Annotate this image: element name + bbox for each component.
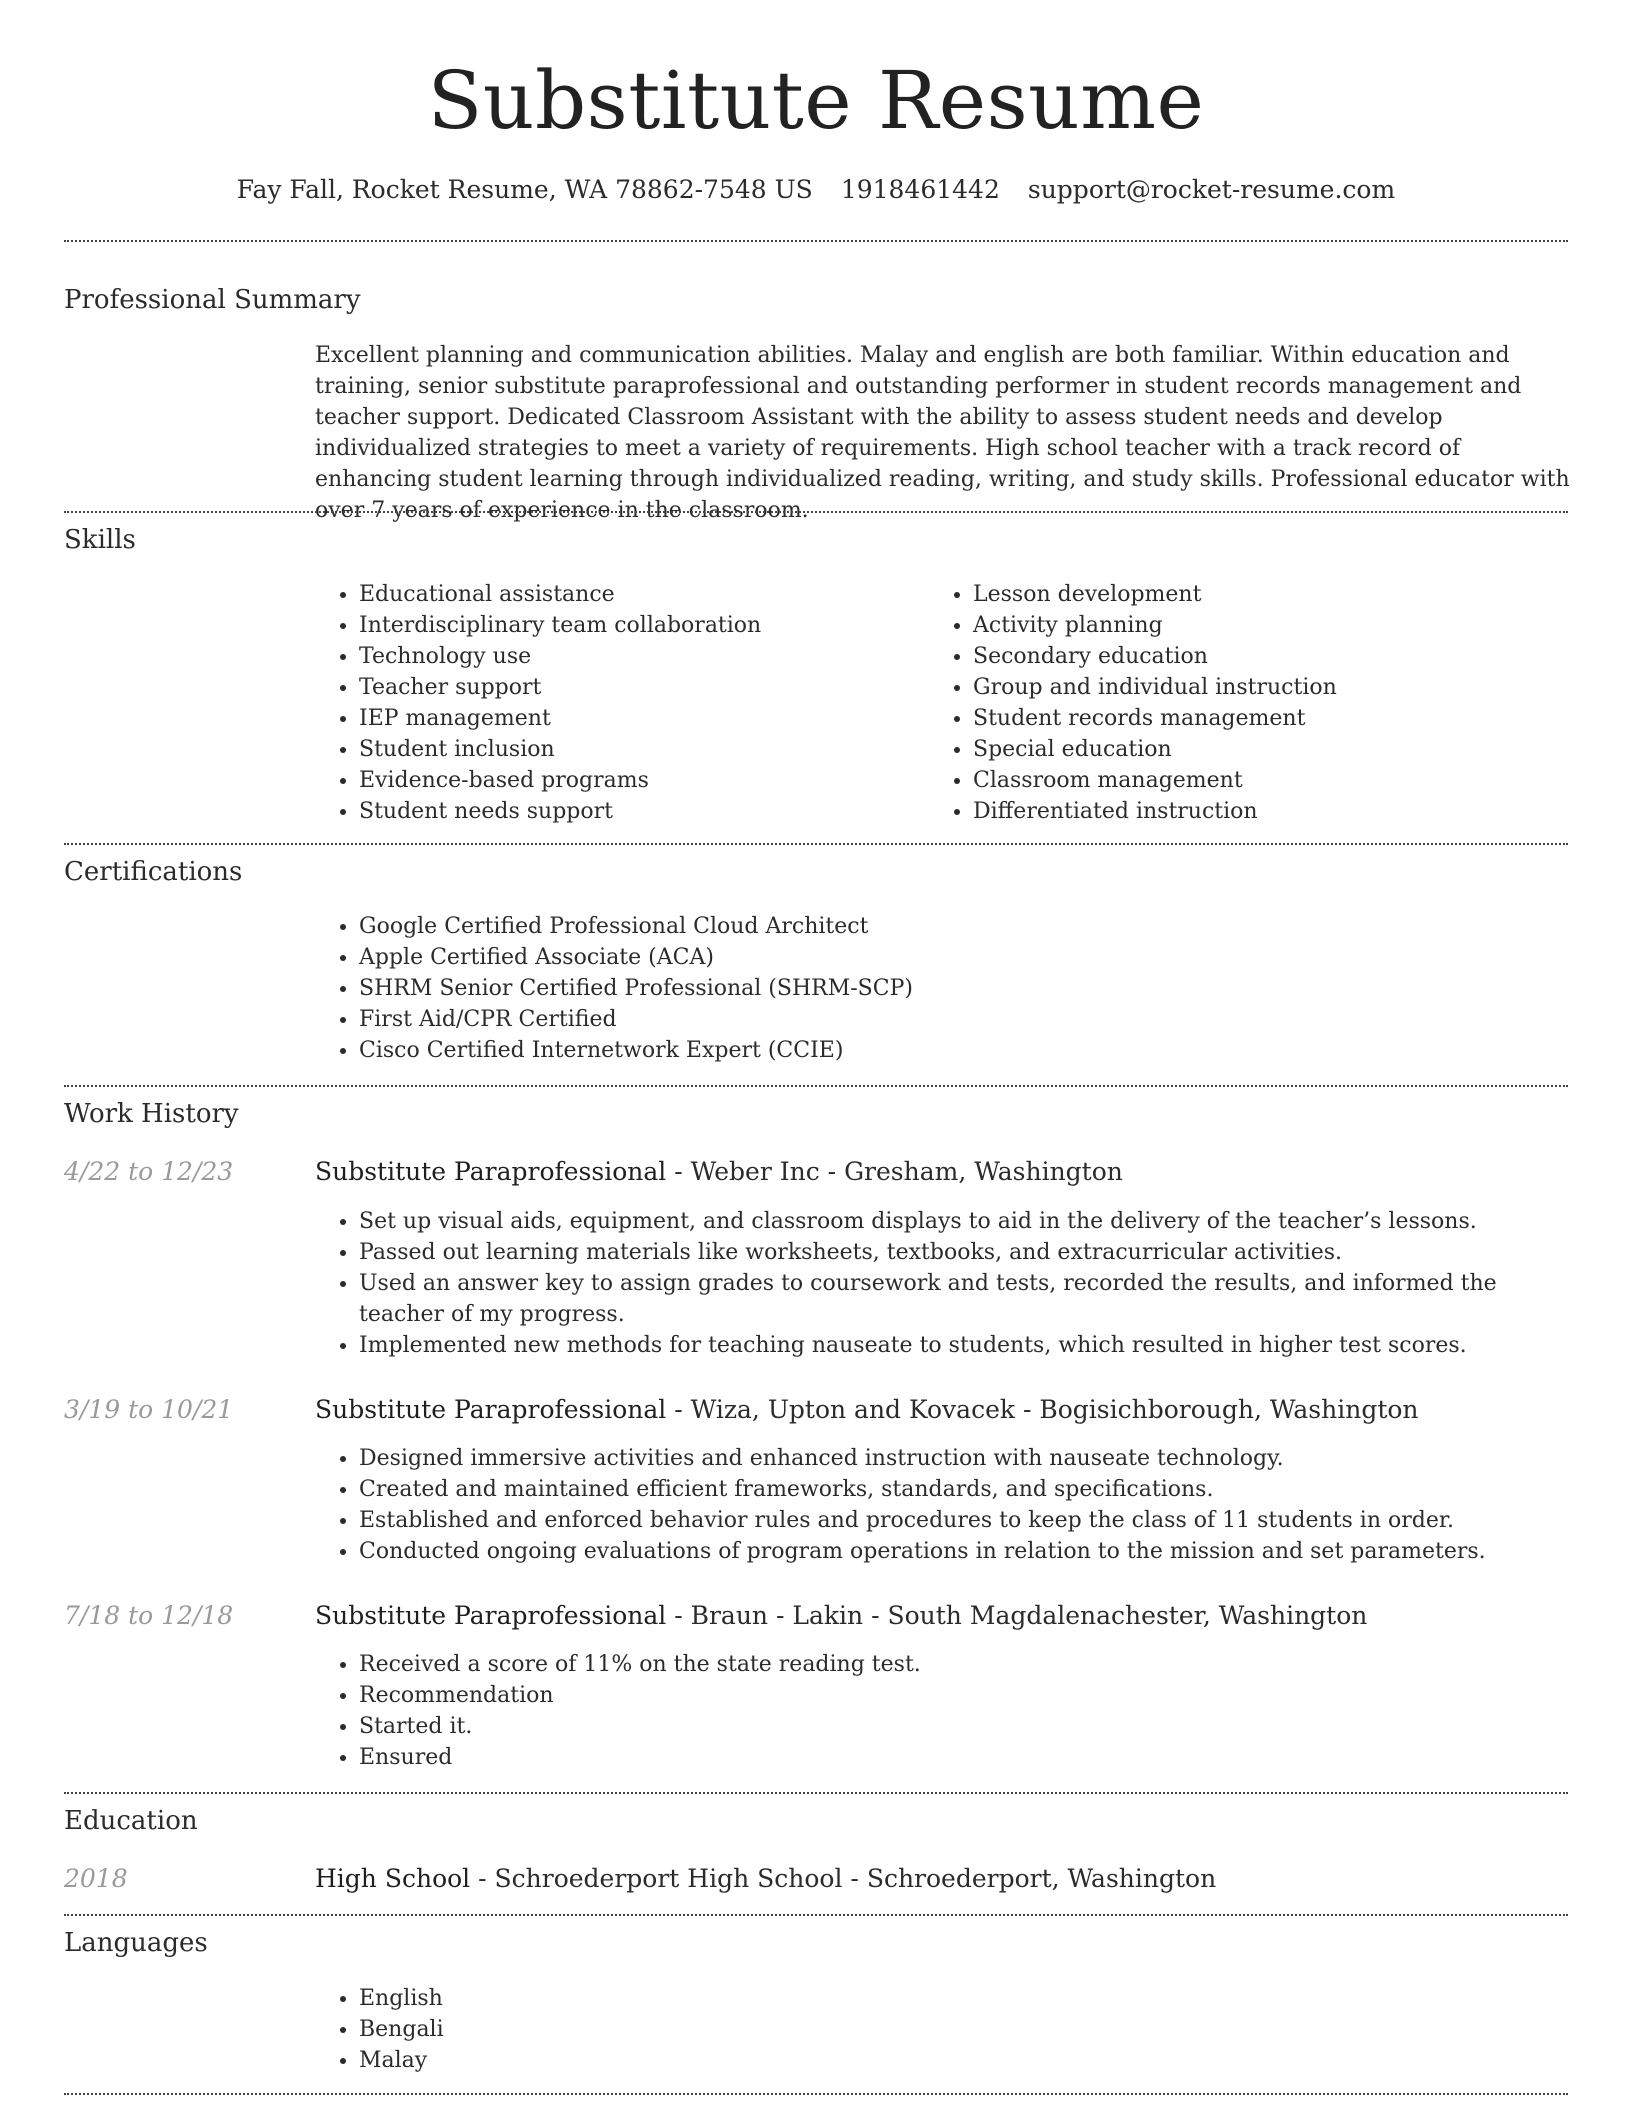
summary-heading: Professional Summary xyxy=(64,285,361,315)
contact-phone: 1918461442 xyxy=(840,175,1000,204)
education-heading: Education xyxy=(64,1806,198,1836)
list-item: • Lesson development xyxy=(973,579,1573,610)
list-item: • Set up visual aids, equipment, and classroom displays to aid in the delivery of the teacher’s lessons. xyxy=(359,1206,1569,1237)
list-item: • Implemented new methods for teaching nauseate to students, which resulted in higher test scores. xyxy=(359,1330,1569,1361)
list-item: • SHRM Senior Certified Professional (SHRM-SCP) xyxy=(359,973,1559,1004)
contact-email: support@rocket-resume.com xyxy=(1027,175,1396,204)
list-item: • Bengali xyxy=(359,2014,959,2045)
skills-list-left xyxy=(315,579,919,827)
list-item: • Interdisciplinary team collaboration xyxy=(359,610,919,641)
job-role: Substitute Paraprofessional xyxy=(315,1157,667,1186)
work-history-heading: Work History xyxy=(64,1099,239,1129)
list-item: • Ensured xyxy=(359,1742,1569,1773)
education-school: - Schroederport High School - Schroederport, Washington xyxy=(470,1864,1217,1893)
list-item: • Passed out learning materials like worksheets, textbooks, and extracurricular activities. xyxy=(359,1237,1569,1268)
list-item: • Secondary education xyxy=(973,641,1573,672)
contact-address: Fay Fall, Rocket Resume, WA 78862-7548 US xyxy=(236,175,813,204)
certifications-list xyxy=(315,911,1559,1066)
list-item: • English xyxy=(359,1983,959,2014)
divider xyxy=(64,2093,1568,2095)
job-title xyxy=(315,1392,1419,1428)
job-employer: - Wiza, Upton and Kovacek - Bogisichborough, Washington xyxy=(666,1395,1419,1424)
divider xyxy=(64,1792,1568,1794)
list-item: • Google Certified Professional Cloud Architect xyxy=(359,911,1559,942)
list-item: • Started it. xyxy=(359,1711,1569,1742)
list-item: • Teacher support xyxy=(359,672,919,703)
languages-list xyxy=(315,1983,959,2076)
list-item: • Used an answer key to assign grades to coursework and tests, recorded the results, and informed the teacher of my progress. xyxy=(359,1268,1569,1330)
job-dates: 7/18 to 12/18 xyxy=(64,1601,234,1630)
job-title xyxy=(315,1598,1367,1634)
list-item: • Recommendation xyxy=(359,1680,1569,1711)
job-role: Substitute Paraprofessional xyxy=(315,1601,667,1630)
list-item: • Designed immersive activities and enhanced instruction with nauseate technology. xyxy=(359,1443,1589,1474)
list-item: • Technology use xyxy=(359,641,919,672)
list-item: • Special education xyxy=(973,734,1573,765)
job-employer: - Weber Inc - Gresham, Washington xyxy=(666,1157,1123,1186)
job-dates: 4/22 to 12/23 xyxy=(64,1157,234,1186)
list-item: • Established and enforced behavior rules and procedures to keep the class of 11 students in order. xyxy=(359,1505,1589,1536)
list-item: • Classroom management xyxy=(973,765,1573,796)
skills-list-right xyxy=(929,579,1573,827)
list-item: • Evidence-based programs xyxy=(359,765,919,796)
certifications-heading: Certifications xyxy=(64,857,243,887)
job-bullets xyxy=(315,1443,1589,1567)
job-bullets xyxy=(315,1206,1569,1361)
list-item: • Apple Certified Associate (ACA) xyxy=(359,942,1559,973)
divider xyxy=(64,1914,1568,1916)
list-item: • Educational assistance xyxy=(359,579,919,610)
list-item: • IEP management xyxy=(359,703,919,734)
job-title xyxy=(315,1154,1123,1190)
list-item: • Received a score of 11% on the state reading test. xyxy=(359,1649,1569,1680)
list-item: • Cisco Certified Internetwork Expert (CCIE) xyxy=(359,1035,1559,1066)
list-item: • First Aid/CPR Certified xyxy=(359,1004,1559,1035)
list-item: • Group and individual instruction xyxy=(973,672,1573,703)
list-item: • Created and maintained efficient frameworks, standards, and specifications. xyxy=(359,1474,1589,1505)
skills-heading: Skills xyxy=(64,525,136,555)
list-item: • Differentiated instruction xyxy=(973,796,1573,827)
job-bullets xyxy=(315,1649,1569,1773)
job-employer: - Braun - Lakin - South Magdalenachester, Washington xyxy=(666,1601,1368,1630)
list-item: • Student inclusion xyxy=(359,734,919,765)
list-item: • Malay xyxy=(359,2045,959,2076)
resume-title: Substitute Resume xyxy=(427,54,1205,147)
list-item: • Activity planning xyxy=(973,610,1573,641)
education-entry xyxy=(315,1861,1216,1897)
divider xyxy=(64,843,1568,845)
contact-line xyxy=(0,170,1632,210)
job-dates: 3/19 to 10/21 xyxy=(64,1395,234,1424)
list-item: • Student needs support xyxy=(359,796,919,827)
divider xyxy=(64,1085,1568,1087)
job-role: Substitute Paraprofessional xyxy=(315,1395,667,1424)
languages-heading: Languages xyxy=(64,1928,208,1958)
education-degree: High School xyxy=(315,1864,471,1893)
education-year: 2018 xyxy=(64,1864,128,1893)
summary-text: Excellent planning and communication abilities. Malay and english are both familiar. Within education and training, senior substitute paraprofessional and outstanding performer in student records management and teacher support. Dedicated Classroom Assistant with the ability to assess student needs and develop individualized strategies to meet a variety of requirements. High school teacher with a track record of enhancing student learning through individualized reading, writing, and study skills. Professional educator with over 7 years of experience in the classroom. xyxy=(315,343,1570,523)
list-item: • Student records management xyxy=(973,703,1573,734)
divider xyxy=(64,511,1568,513)
list-item: • Conducted ongoing evaluations of program operations in relation to the mission and set parameters. xyxy=(359,1536,1589,1567)
divider xyxy=(64,240,1568,242)
